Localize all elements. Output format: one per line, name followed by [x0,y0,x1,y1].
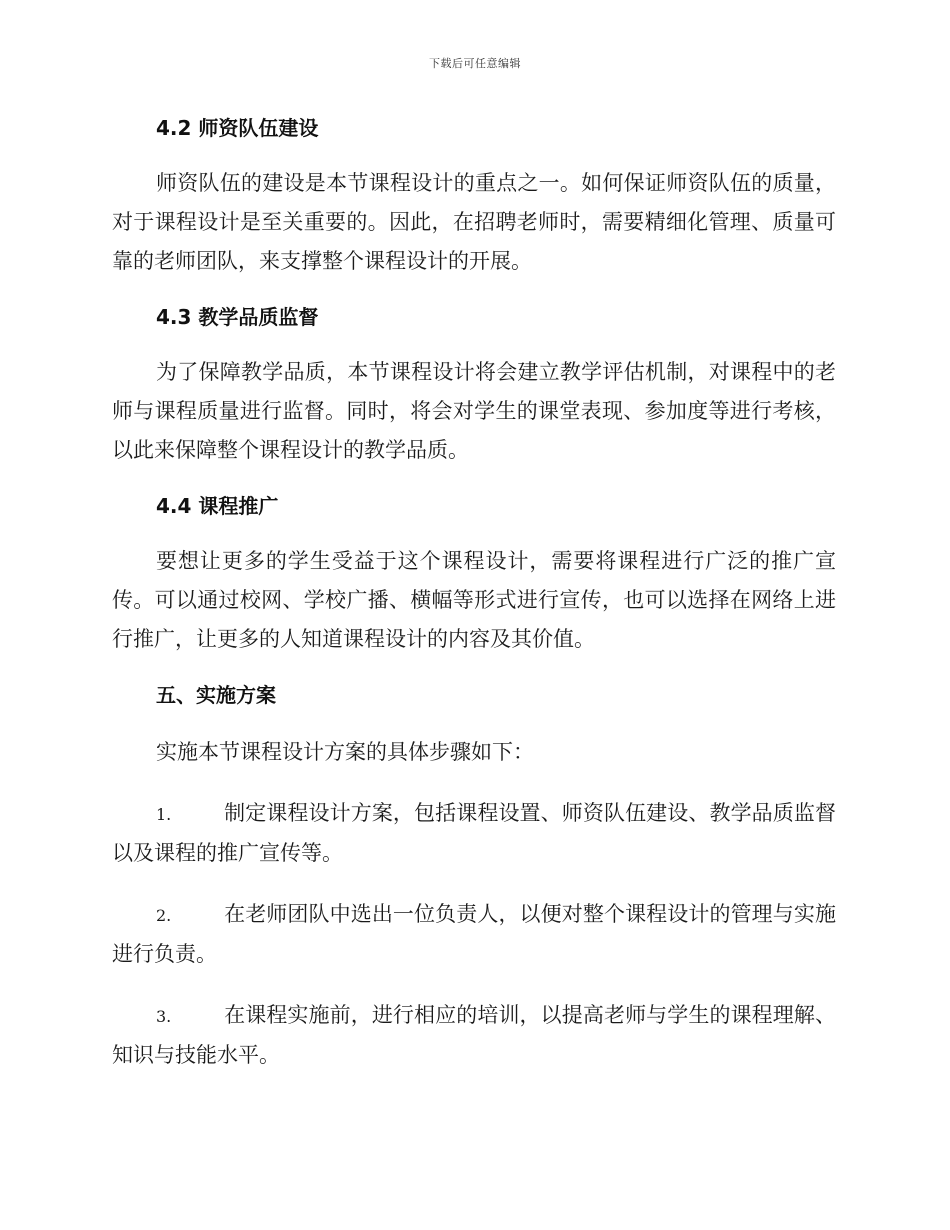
list-item-number: 1. [156,805,172,824]
list-item-text: 在老师团队中选出一位负责人，以便对整个课程设计的管理与实施进行负责。 [112,902,836,966]
section-heading-4-4: 4.4 课程推广 [156,494,279,518]
section-heading-4-3: 4.3 教学品质监督 [156,305,319,329]
list-item-text: 制定课程设计方案，包括课程设置、师资队伍建设、教学品质监督以及课程的推广宣传等。 [112,801,836,865]
list-item-number: 2. [156,906,172,925]
section-paragraph-4-4: 要想让更多的学生受益于这个课程设计，需要将课程进行广泛的推广宣传。可以通过校网、学校广播、横幅等形式进行宣传，也可以选择在网络上进行推广，让更多的人知道课程设计的内容及其价值。 [112,549,836,651]
document-body [112,110,836,1075]
list-item-step-3 [112,996,836,1075]
section-heading-4-2: 4.2 师资队伍建设 [156,116,319,140]
section-paragraph-4-2: 师资队伍的建设是本节课程设计的重点之一。如何保证师资队伍的质量，对于课程设计是至关重要的。因此，在招聘老师时，需要精细化管理、质量可靠的老师团队，来支撑整个课程设计的开展。 [112,171,836,273]
list-item-number: 3. [156,1007,172,1026]
section-paragraph-5: 实施本节课程设计方案的具体步骤如下： [156,740,534,764]
list-item-step-1 [112,794,836,873]
list-item-step-2 [112,895,836,974]
list-item-text: 在课程实施前，进行相应的培训，以提高老师与学生的课程理解、知识与技能水平。 [112,1003,836,1067]
section-paragraph-4-3: 为了保障教学品质，本节课程设计将会建立教学评估机制，对课程中的老师与课程质量进行监督。同时，将会对学生的课堂表现、参加度等进行考核，以此来保障整个课程设计的教学品质。 [112,360,836,462]
section-heading-5: 五、实施方案 [156,683,276,707]
page-header: 下载后可任意编辑 [429,57,521,70]
